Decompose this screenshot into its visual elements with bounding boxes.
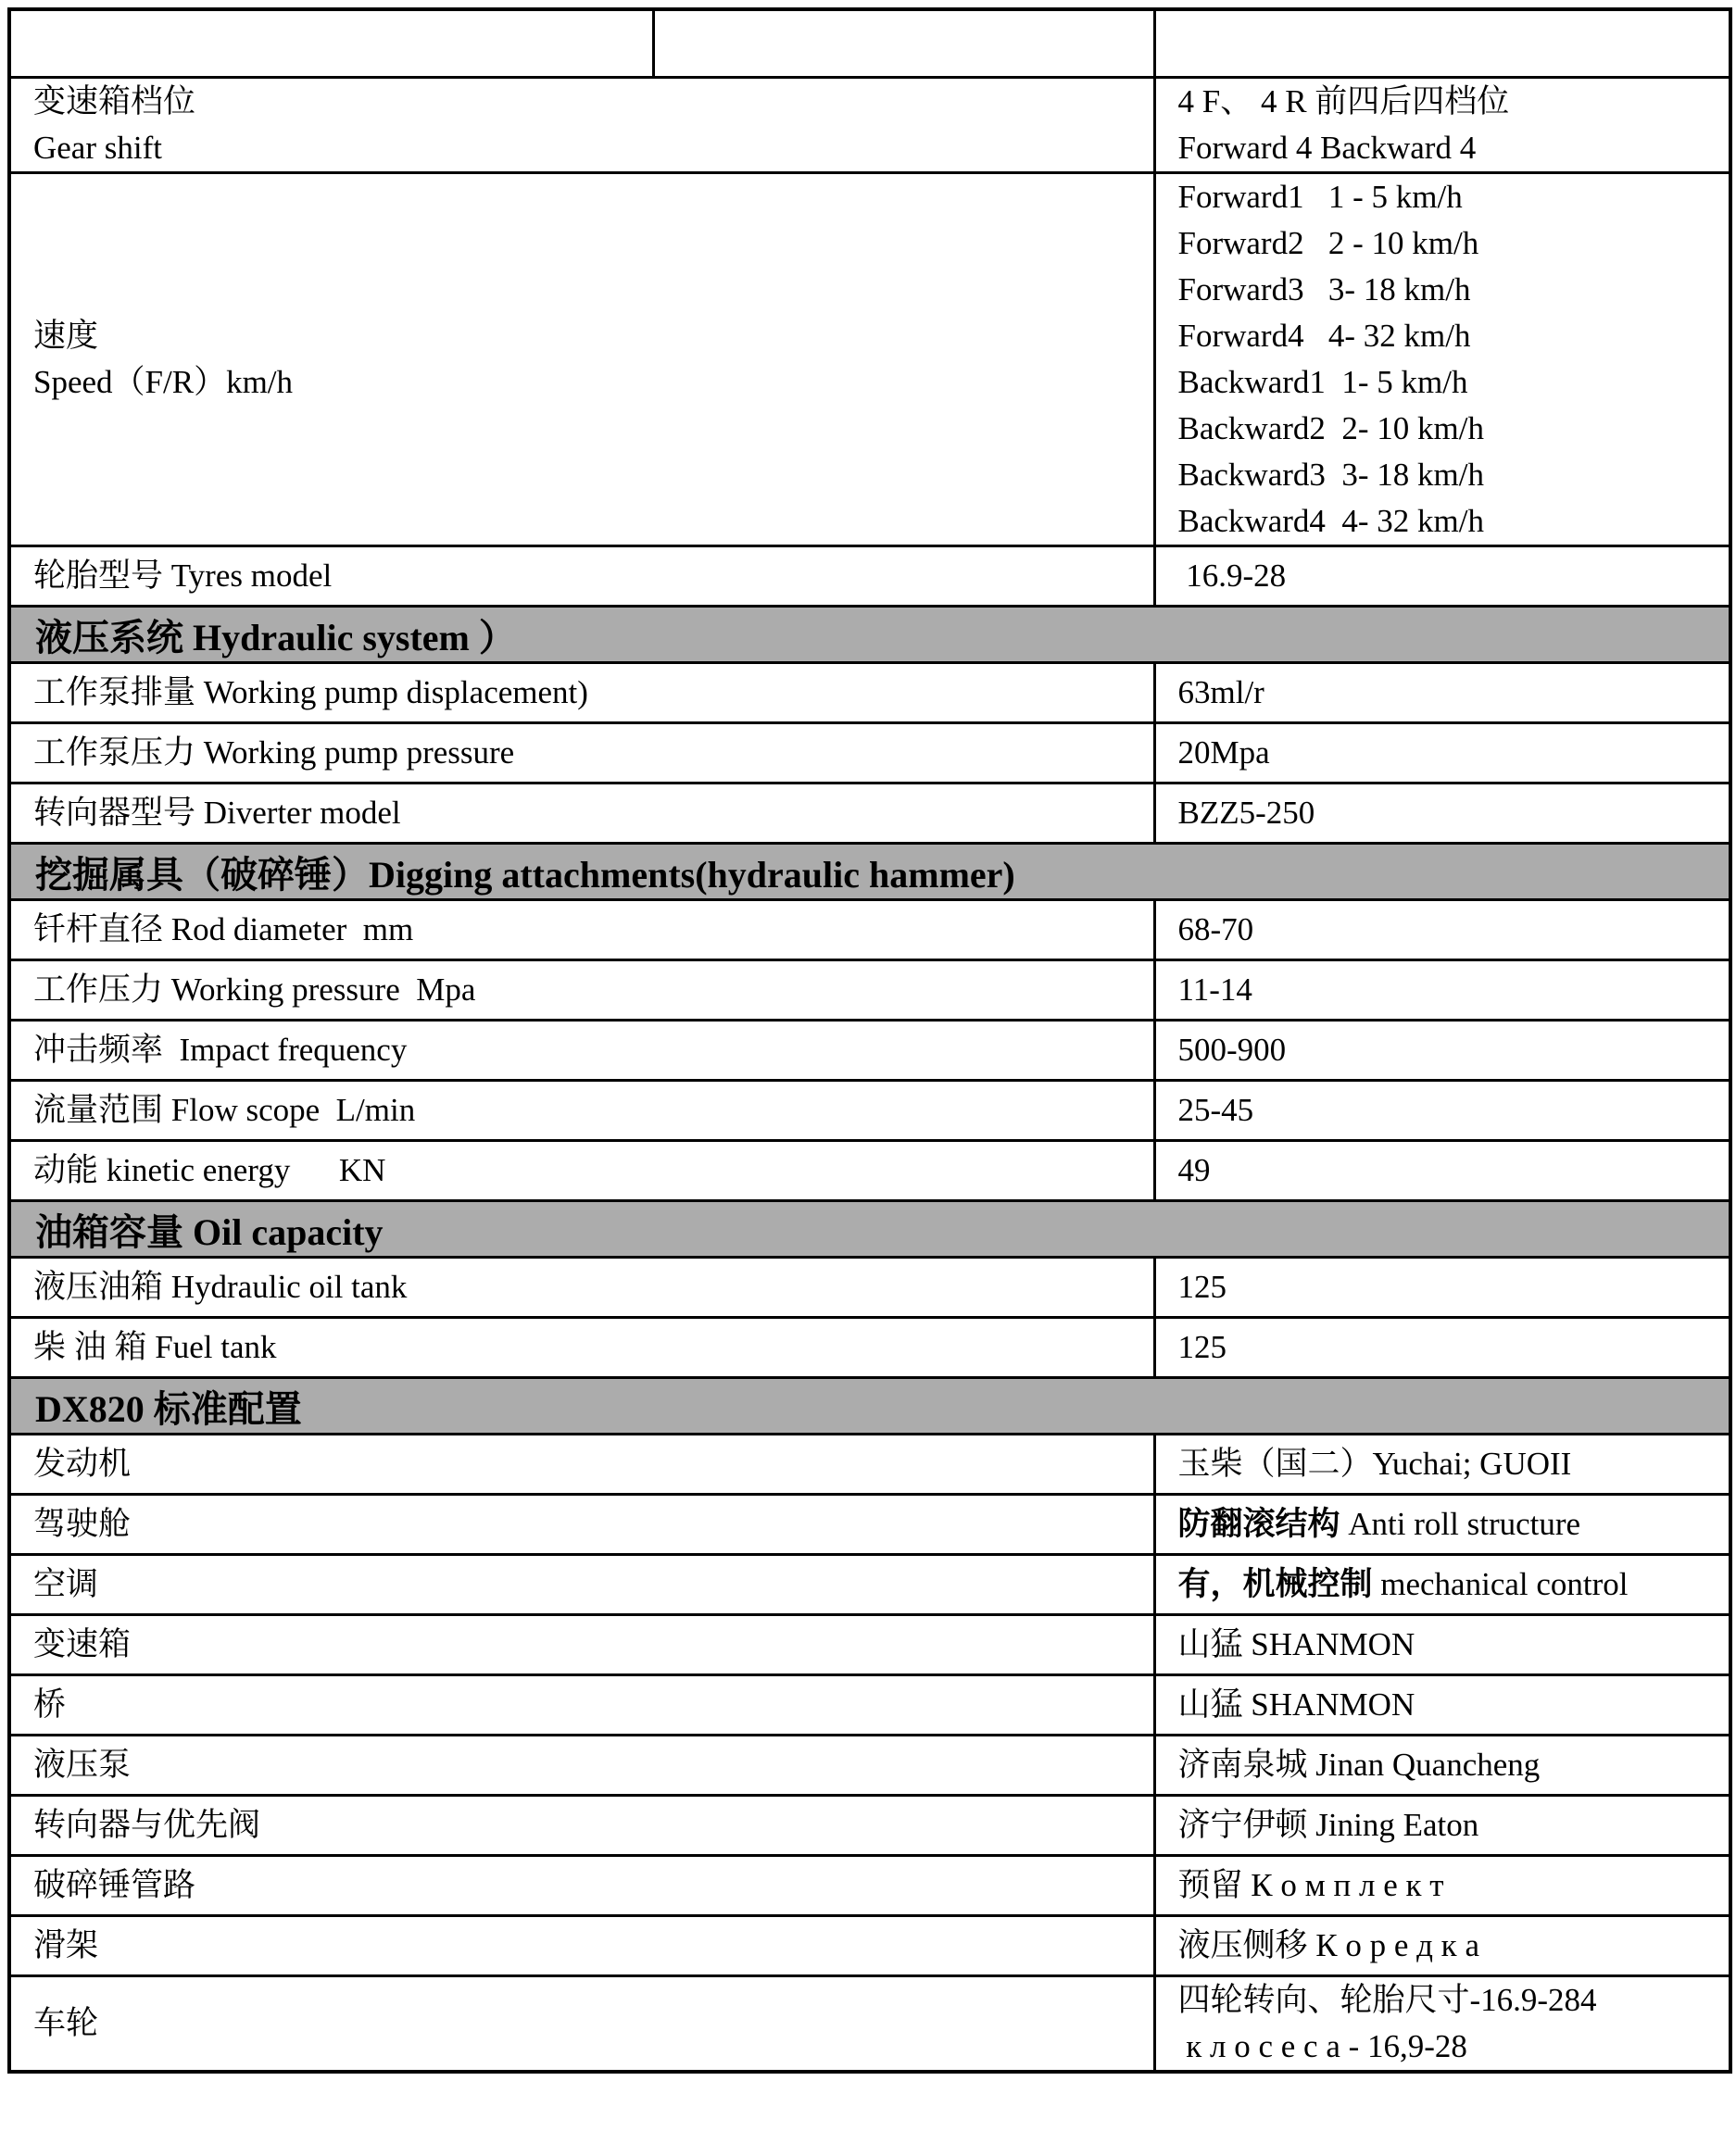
row-value-line: 济南泉城 Jinan Quancheng (1177, 1747, 1541, 1783)
table-row (9, 1736, 1730, 1796)
row-value-cell (1154, 1796, 1730, 1856)
table-row (9, 783, 1730, 844)
row-value-line: Backward4 4- 32 km/h (1177, 503, 1484, 539)
section-header-row (9, 607, 1730, 663)
row-value-line: BZZ5-250 (1177, 795, 1315, 831)
row-label-cell (9, 1081, 1154, 1141)
row-value-line: 20Mpa (1177, 734, 1270, 771)
row-value-line: Forward 4 Backward 4 (1177, 130, 1477, 166)
table-row (9, 1081, 1730, 1141)
row-value-bold-text: 防翻滚结构 (1177, 1506, 1340, 1542)
row-value-cell (1154, 1021, 1730, 1081)
row-label-cell (9, 1796, 1154, 1856)
row-label-line: 空调 (33, 1566, 99, 1602)
row-value-cell (1154, 546, 1730, 607)
row-label-line: 工作泵压力 Working pump pressure (33, 734, 515, 771)
row-value-line: Forward4 4- 32 km/h (1177, 318, 1471, 354)
row-value-line: Forward1 1 - 5 km/h (1177, 179, 1463, 215)
row-value-rest-text: Anti roll structure (1340, 1506, 1581, 1542)
section-header: 液压系统 Hydraulic system ） (9, 607, 1730, 663)
row-value-line: 68-70 (1177, 911, 1254, 947)
section-header-row (9, 1378, 1730, 1435)
section-header: 油箱容量 Oil capacity (9, 1201, 1730, 1258)
row-value-line: 500-900 (1177, 1032, 1287, 1068)
table-row (9, 723, 1730, 783)
row-value-cell (1154, 1675, 1730, 1736)
table-row (9, 1318, 1730, 1378)
row-label-line: 工作泵排量 Working pump displacement) (33, 674, 588, 710)
row-value-cell (1154, 1976, 1730, 2073)
table-row (9, 1021, 1730, 1081)
row-label-line: 速度 (33, 318, 99, 354)
table-row (9, 1615, 1730, 1675)
row-value-line: Backward2 2- 10 km/h (1177, 410, 1484, 446)
table-row (9, 1675, 1730, 1736)
row-label-cell (9, 1615, 1154, 1675)
table-row (9, 1141, 1730, 1201)
table-row (9, 900, 1730, 960)
row-label-line: Gear shift (33, 130, 162, 166)
row-value-cell (1154, 663, 1730, 723)
table-row (9, 1856, 1730, 1916)
table-row (9, 663, 1730, 723)
row-label-cell (9, 1916, 1154, 1976)
header-cell-3 (1154, 9, 1730, 78)
row-label-cell (9, 1856, 1154, 1916)
row-value-line: 山猛 SHANMON (1177, 1626, 1415, 1662)
row-label-line: 轮胎型号 Tyres model (33, 558, 333, 594)
row-label-line: 钎杆直径 Rod diameter mm (33, 911, 414, 947)
row-label-line: 液压泵 (33, 1747, 132, 1783)
row-value-line: Backward3 3- 18 km/h (1177, 457, 1484, 493)
row-value-cell (1154, 1916, 1730, 1976)
row-value-line: 济宁伊顿 Jining Eaton (1177, 1807, 1479, 1843)
row-label-cell (9, 1976, 1154, 2073)
section-header: 挖掘属具（破碎锤）Digging attachments(hydraulic hammer) (9, 844, 1730, 900)
row-label-line: 流量范围 Flow scope L/min (33, 1092, 416, 1128)
table-row (9, 1495, 1730, 1555)
row-value-line: 49 (1177, 1152, 1211, 1188)
row-value-cell (1154, 1736, 1730, 1796)
table-row (9, 546, 1730, 607)
row-value-cell (1154, 1318, 1730, 1378)
row-label-cell (9, 1675, 1154, 1736)
table-row (9, 173, 1730, 546)
row-value-line: Forward2 2 - 10 km/h (1177, 225, 1479, 261)
row-value-line: 4 F、 4 R 前四后四档位 (1177, 83, 1510, 119)
row-label-cell (9, 173, 1154, 546)
table-row (9, 1796, 1730, 1856)
row-label-cell (9, 1495, 1154, 1555)
table-row (9, 1976, 1730, 2073)
row-value-line (1178, 1561, 1707, 1608)
row-label-line: 转向器与优先阀 (33, 1807, 261, 1843)
row-value-line: 液压侧移 К о р е д к а (1177, 1927, 1479, 1963)
row-value-line: 11-14 (1177, 971, 1252, 1008)
row-label-cell (9, 1736, 1154, 1796)
spec-table (7, 7, 1732, 2074)
table-row (9, 1435, 1730, 1495)
row-value-bold-text: 有，机械控制 (1177, 1566, 1373, 1602)
row-value-line (1178, 1501, 1707, 1548)
table-row (9, 960, 1730, 1021)
row-value-cell (1154, 1435, 1730, 1495)
row-label-line: 冲击频率 Impact frequency (33, 1032, 408, 1068)
header-cell-1 (9, 9, 653, 78)
row-label-line: 桥 (33, 1686, 67, 1723)
row-value-line: 25-45 (1177, 1092, 1254, 1128)
row-value-line: Backward1 1- 5 km/h (1177, 364, 1468, 400)
row-value-cell (1154, 1258, 1730, 1318)
row-value-cell (1154, 78, 1730, 173)
table-row (9, 1916, 1730, 1976)
section-header-row (9, 844, 1730, 900)
row-value-line: 125 (1177, 1269, 1227, 1305)
row-label-line: 液压油箱 Hydraulic oil tank (33, 1269, 408, 1305)
row-label-cell (9, 663, 1154, 723)
row-label-line: 工作压力 Working pressure Mpa (33, 971, 476, 1008)
row-label-line: Speed（F/R）km/h (33, 364, 294, 400)
row-value-line: 125 (1177, 1329, 1227, 1365)
table-row (9, 1258, 1730, 1318)
row-value-line: 四轮转向、轮胎尺寸-16.9-284 (1177, 1982, 1597, 2018)
table-row (9, 78, 1730, 173)
row-label-cell (9, 783, 1154, 844)
row-value-line: 山猛 SHANMON (1177, 1686, 1415, 1723)
section-header-row (9, 1201, 1730, 1258)
row-label-line: 发动机 (33, 1446, 132, 1482)
row-value-cell (1154, 960, 1730, 1021)
table-row (9, 1555, 1730, 1615)
row-label-cell (9, 900, 1154, 960)
header-cell-2 (653, 9, 1154, 78)
row-value-cell (1154, 1555, 1730, 1615)
row-value-cell (1154, 1495, 1730, 1555)
row-value-line: 预留 К о м п л е к т (1177, 1867, 1444, 1903)
row-label-line: 柴 油 箱 Fuel tank (33, 1329, 277, 1365)
section-header: DX820 标准配置 (9, 1378, 1730, 1435)
row-value-line: 16.9-28 (1177, 558, 1287, 594)
row-label-cell (9, 960, 1154, 1021)
row-label-cell (9, 1555, 1154, 1615)
row-value-cell (1154, 173, 1730, 546)
row-value-rest-text: mechanical control (1372, 1566, 1629, 1602)
row-label-cell (9, 1318, 1154, 1378)
row-value-cell (1154, 1615, 1730, 1675)
row-value-line: 玉柴（国二）Yuchai; GUOII (1177, 1446, 1572, 1482)
row-label-cell (9, 1021, 1154, 1081)
row-label-line: 车轮 (33, 2005, 99, 2041)
row-value-line: к л о с е с а - 16,9-28 (1177, 2028, 1467, 2064)
row-label-line: 变速箱 (33, 1626, 132, 1662)
row-label-line: 变速箱档位 (33, 83, 196, 119)
spec-table-body (9, 9, 1730, 2072)
row-value-cell (1154, 1081, 1730, 1141)
row-value-cell (1154, 783, 1730, 844)
row-label-line: 转向器型号 Diverter model (33, 795, 401, 831)
row-label-line: 滑架 (33, 1927, 99, 1963)
row-label-line: 动能 kinetic energy KN (33, 1152, 386, 1188)
row-value-cell (1154, 1856, 1730, 1916)
row-label-line: 破碎锤管路 (33, 1867, 196, 1903)
row-label-cell (9, 723, 1154, 783)
row-label-cell (9, 1141, 1154, 1201)
row-label-line: 驾驶舱 (33, 1506, 132, 1542)
table-header-row (9, 9, 1730, 78)
row-value-line: Forward3 3- 18 km/h (1177, 271, 1471, 307)
row-label-cell (9, 78, 1154, 173)
row-label-cell (9, 546, 1154, 607)
row-value-line: 63ml/r (1177, 674, 1264, 710)
row-label-cell (9, 1258, 1154, 1318)
row-value-cell (1154, 1141, 1730, 1201)
row-value-cell (1154, 900, 1730, 960)
row-value-cell (1154, 723, 1730, 783)
row-label-cell (9, 1435, 1154, 1495)
